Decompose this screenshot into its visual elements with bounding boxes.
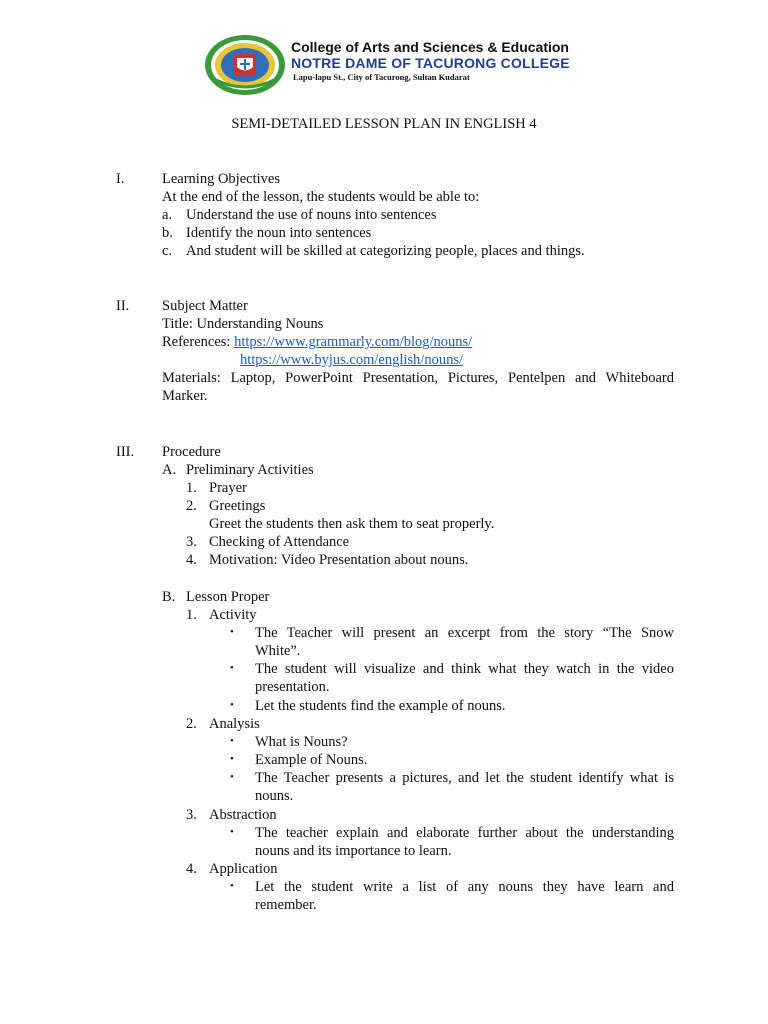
objective-item: Identify the noun into sentences	[186, 225, 372, 241]
bullet-text: Let the students find the example of nouns.	[255, 698, 506, 714]
list-marker: 3.	[186, 807, 197, 823]
objectives-intro: At the end of the lesson, the students would be able to:	[162, 189, 480, 205]
list-marker: 4.	[186, 552, 197, 568]
list-marker: B.	[162, 589, 176, 605]
bullet-text-cont: remember.	[255, 897, 317, 913]
bullet-icon: •	[230, 880, 234, 892]
bullet-text-cont: presentation.	[255, 679, 330, 695]
activity-item: Prayer	[209, 480, 247, 496]
bullet-icon: •	[230, 626, 234, 638]
activity-item: Greetings	[209, 498, 266, 514]
bullet-text-cont: White”.	[255, 643, 301, 659]
list-marker: c.	[162, 243, 173, 259]
header-college-name: NOTRE DAME OF TACURONG COLLEGE	[291, 55, 570, 71]
section-number: I.	[116, 171, 125, 187]
section-heading: Learning Objectives	[162, 171, 280, 187]
list-marker: A.	[162, 462, 177, 478]
lesson-title: Title: Understanding Nouns	[162, 316, 324, 332]
bullet-text: The teacher explain and elaborate further about the understanding	[255, 825, 674, 841]
list-marker: 2.	[186, 498, 197, 514]
activity-item-detail: Greet the students then ask them to seat properly.	[209, 516, 495, 532]
bullet-icon: •	[230, 735, 234, 747]
college-seal-logo	[204, 34, 286, 96]
step-heading: Analysis	[209, 716, 260, 732]
list-marker: 1.	[186, 480, 197, 496]
step-heading: Abstraction	[209, 807, 277, 823]
section-heading: Procedure	[162, 444, 221, 460]
bullet-text: What is Nouns?	[255, 734, 348, 750]
section-number: III.	[116, 444, 135, 460]
step-heading: Application	[209, 861, 278, 877]
bullet-text: The student will visualize and think what they watch in the video	[255, 661, 674, 677]
bullet-icon: •	[230, 771, 234, 783]
document-title: SEMI-DETAILED LESSON PLAN IN ENGLISH 4	[231, 116, 537, 132]
bullet-text: Let the student write a list of any nouns they have learn and	[255, 879, 674, 895]
list-marker: 4.	[186, 861, 197, 877]
materials-line: Materials: Laptop, PowerPoint Presentation, Pictures, Pentelpen and Whiteboard	[162, 370, 674, 386]
list-marker: a.	[162, 207, 173, 223]
section-heading: Subject Matter	[162, 298, 248, 314]
step-heading: Activity	[209, 607, 257, 623]
bullet-text: The Teacher will present an excerpt from the story “The Snow	[255, 625, 674, 641]
bullet-icon: •	[230, 662, 234, 674]
bullet-text-cont: nouns.	[255, 788, 294, 804]
materials-line-cont: Marker.	[162, 388, 208, 404]
subsection-heading: Preliminary Activities	[186, 462, 314, 478]
list-marker: 3.	[186, 534, 197, 550]
bullet-icon: •	[230, 699, 234, 711]
subsection-heading: Lesson Proper	[186, 589, 270, 605]
section-number: II.	[116, 298, 130, 314]
list-marker: b.	[162, 225, 173, 241]
objective-item: Understand the use of nouns into sentences	[186, 207, 437, 223]
references-label: References:	[162, 334, 235, 350]
header-address: Lapu-lapu St., City of Tacurong, Sultan Kudarat	[293, 72, 470, 82]
bullet-text: The Teacher presents a pictures, and let the student identify what is	[255, 770, 674, 786]
list-marker: 1.	[186, 607, 197, 623]
bullet-icon: •	[230, 826, 234, 838]
reference-link-byjus[interactable]: https://www.byjus.com/english/nouns/	[240, 352, 464, 368]
activity-item: Checking of Attendance	[209, 534, 350, 550]
header-college-unit: College of Arts and Sciences & Education	[291, 39, 569, 55]
activity-item: Motivation: Video Presentation about nouns.	[209, 552, 469, 568]
bullet-text-cont: nouns and its importance to learn.	[255, 843, 452, 859]
list-marker: 2.	[186, 716, 197, 732]
bullet-text: Example of Nouns.	[255, 752, 368, 768]
objective-item: And student will be skilled at categorizing people, places and things.	[186, 243, 585, 259]
reference-link-grammarly[interactable]: https://www.grammarly.com/blog/nouns/	[234, 334, 473, 350]
bullet-icon: •	[230, 753, 234, 765]
